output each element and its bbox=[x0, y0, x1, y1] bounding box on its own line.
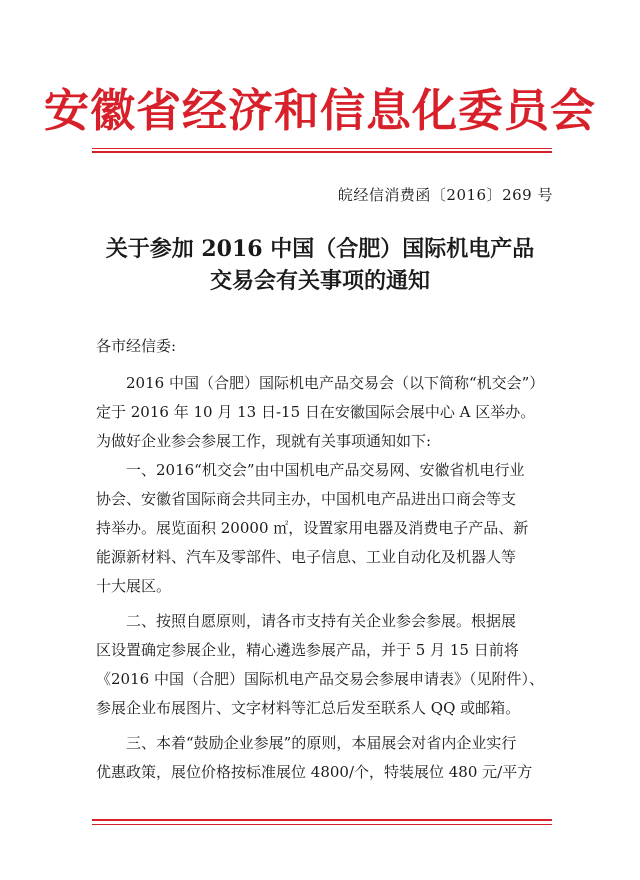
paragraph-line: 区设置确定参展企业，精心遴选参展产品，并于 5 月 15 日前将 bbox=[96, 641, 519, 659]
paragraph-line: 三、本着“鼓励企业参展”的原则，本届展会对省内企业实行 bbox=[126, 734, 517, 752]
paragraph-line: 参展企业布展图片、文字材料等汇总后发至联系人 QQ 或邮箱。 bbox=[96, 699, 521, 717]
letterhead-title: 安徽省经济和信息化委员会 bbox=[43, 84, 596, 137]
paragraph-line: 二、按照自愿原则，请各市支持有关企业参会参展。根据展 bbox=[126, 612, 517, 630]
paragraph-4 bbox=[96, 729, 558, 787]
notice-title-line-1: 关于参加 2016 中国（合肥）国际机电产品 bbox=[105, 236, 535, 262]
paragraph-line: 定于 2016 年 10 月 13 日-15 日在安徽国际会展中心 A 区举办。 bbox=[96, 403, 536, 421]
paragraph-2 bbox=[96, 456, 558, 601]
paragraph-line: 2016 中国（合肥）国际机电产品交易会（以下简称“机交会”） bbox=[126, 374, 545, 392]
salutation: 各市经信委: bbox=[96, 337, 177, 355]
paragraph-line: 十大展区。 bbox=[96, 577, 172, 595]
paragraph-line: 《2016 中国（合肥）国际机电产品交易会参展申请表》（见附件）、 bbox=[96, 670, 544, 688]
paragraph-line: 协会、安徽省国际商会共同主办，中国机电产品进出口商会等支 bbox=[96, 490, 517, 508]
notice-title-line-2: 交易会有关事项的通知 bbox=[209, 268, 430, 294]
paragraph-line: 一、2016“机交会”由中国机电产品交易网、安徽省机电行业 bbox=[126, 461, 525, 479]
document-number: 皖经信消费函〔2016〕269 号 bbox=[337, 186, 553, 204]
footer-rule-thick bbox=[92, 819, 552, 821]
paragraph-3 bbox=[96, 607, 558, 723]
letterhead-rule-thin bbox=[92, 148, 552, 149]
paragraph-line: 持举办。展览面积 20000 ㎡，设置家用电器及消费电子产品、新 bbox=[96, 519, 529, 537]
paragraph-1 bbox=[96, 369, 558, 456]
paragraph-line: 优惠政策，展位价格按标准展位 4800/个，特装展位 480 元/平方 bbox=[96, 763, 533, 781]
paragraph-line: 能源新材料、汽车及零部件、电子信息、工业自动化及机器人等 bbox=[96, 548, 517, 566]
paragraph-line: 为做好企业参会参展工作，现就有关事项通知如下: bbox=[96, 432, 432, 450]
footer-rule-thin bbox=[92, 824, 552, 825]
letterhead-rule-thick bbox=[92, 151, 552, 153]
document-body bbox=[96, 332, 558, 787]
